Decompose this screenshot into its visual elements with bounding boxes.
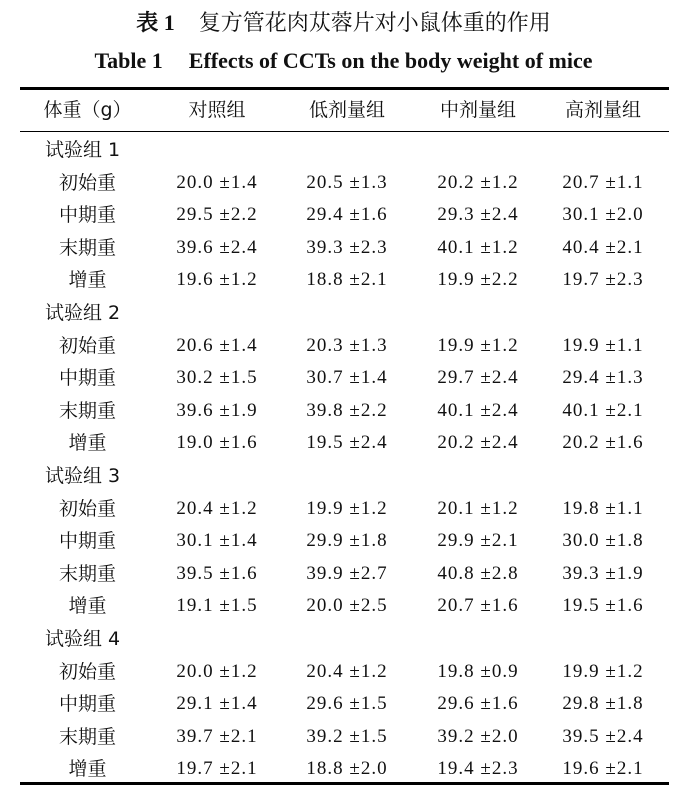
table-cell: 18.8 ±2.1 [306, 269, 388, 291]
table-cell: 29.9 ±1.8 [306, 530, 388, 552]
row-label: 初始重 [58, 171, 116, 194]
table-cell: 30.0 ±1.8 [562, 530, 644, 552]
table-cell: 39.5 ±1.6 [176, 562, 258, 584]
table-cell: 19.7 ±2.1 [176, 758, 258, 780]
row-label: 中期重 [58, 204, 116, 227]
table-title-cn: 复方管花肉苁蓉片对小鼠体重的作用 [198, 11, 551, 36]
table-cell: 29.9 ±2.1 [437, 530, 519, 552]
top-rule [20, 87, 669, 90]
header-low-dose: 低剂量组 [308, 99, 385, 121]
table-cell: 39.6 ±1.9 [176, 399, 258, 421]
table-row [0, 525, 687, 557]
header-high-dose: 高剂量组 [564, 99, 641, 121]
table-caption-chinese [0, 6, 687, 37]
table-row [0, 362, 687, 394]
table-cell: 29.6 ±1.5 [306, 693, 388, 715]
table-row [0, 753, 687, 785]
table-cell: 39.3 ±1.9 [562, 562, 644, 584]
row-label: 中期重 [58, 367, 116, 390]
header-mid-dose: 中剂量组 [439, 99, 516, 121]
table-cell: 20.7 ±1.1 [562, 171, 644, 193]
table-cell: 19.7 ±2.3 [562, 269, 644, 291]
table-cell: 30.1 ±1.4 [176, 530, 258, 552]
table-cell: 19.5 ±1.6 [562, 595, 644, 617]
table-row [0, 199, 687, 231]
table-cell: 20.2 ±1.2 [437, 171, 519, 193]
table-cell: 40.1 ±2.4 [437, 399, 519, 421]
table-cell: 19.0 ±1.6 [176, 432, 258, 454]
table-cell: 40.4 ±2.1 [562, 236, 644, 258]
table-cell: 39.6 ±2.4 [176, 236, 258, 258]
table-cell: 39.2 ±1.5 [306, 725, 388, 747]
group-row [0, 134, 687, 166]
table-cell: 20.7 ±1.6 [437, 595, 519, 617]
table-row [0, 167, 687, 199]
table-cell: 29.4 ±1.3 [562, 367, 644, 389]
table-cell: 39.2 ±2.0 [437, 725, 519, 747]
row-label: 中期重 [58, 693, 116, 716]
row-label: 初始重 [58, 497, 116, 520]
table-row [0, 558, 687, 590]
row-label: 末期重 [58, 562, 116, 585]
table-cell: 19.6 ±2.1 [562, 758, 644, 780]
table-cell: 40.1 ±1.2 [437, 236, 519, 258]
table-cell: 19.9 ±1.2 [437, 334, 519, 356]
row-label: 增重 [68, 269, 107, 292]
table-cell: 39.8 ±2.2 [306, 399, 388, 421]
table-cell: 19.9 ±2.2 [437, 269, 519, 291]
table-cell: 20.5 ±1.3 [306, 171, 388, 193]
table-cell: 40.8 ±2.8 [437, 562, 519, 584]
header-weight: 体重（g） [43, 99, 132, 121]
table-row [0, 493, 687, 525]
table-cell: 20.0 ±2.5 [306, 595, 388, 617]
header-row [0, 94, 687, 126]
table-cell: 39.3 ±2.3 [306, 236, 388, 258]
group-row [0, 623, 687, 655]
table-cell: 30.2 ±1.5 [176, 367, 258, 389]
table-cell: 30.7 ±1.4 [306, 367, 388, 389]
table-cell: 30.1 ±2.0 [562, 204, 644, 226]
bottom-rule [20, 782, 669, 785]
table-row [0, 656, 687, 688]
row-label: 增重 [68, 758, 107, 781]
group-label: 试验组 2 [45, 302, 121, 324]
header-rule [20, 131, 669, 132]
table-cell: 29.8 ±1.8 [562, 693, 644, 715]
table-cell: 40.1 ±2.1 [562, 399, 644, 421]
table-cell: 19.4 ±2.3 [437, 758, 519, 780]
table-cell: 29.7 ±2.4 [437, 367, 519, 389]
table-row [0, 330, 687, 362]
table-cell: 29.6 ±1.6 [437, 693, 519, 715]
table-cell: 19.6 ±1.2 [176, 269, 258, 291]
row-label: 初始重 [58, 660, 116, 683]
table-cell: 39.5 ±2.4 [562, 725, 644, 747]
table-row [0, 232, 687, 264]
table-cell: 29.1 ±1.4 [176, 693, 258, 715]
table-cell: 20.2 ±2.4 [437, 432, 519, 454]
table-cell: 20.0 ±1.4 [176, 171, 258, 193]
table-row [0, 395, 687, 427]
table-number-en: Table 1 [94, 48, 163, 73]
table-cell: 20.4 ±1.2 [306, 660, 388, 682]
group-label: 试验组 3 [45, 465, 121, 487]
table-cell: 19.1 ±1.5 [176, 595, 258, 617]
row-label: 初始重 [58, 334, 116, 357]
table-cell: 20.1 ±1.2 [437, 497, 519, 519]
row-label: 增重 [68, 595, 107, 618]
group-label: 试验组 4 [45, 628, 121, 650]
table-caption-english [0, 48, 687, 74]
group-row [0, 460, 687, 492]
table-cell: 29.3 ±2.4 [437, 204, 519, 226]
row-label: 增重 [68, 432, 107, 455]
table-cell: 20.0 ±1.2 [176, 660, 258, 682]
table-title-en: Effects of CCTs on the body weight of mice [188, 48, 593, 73]
table-cell: 19.8 ±1.1 [562, 497, 644, 519]
row-label: 末期重 [58, 399, 116, 422]
table-row [0, 264, 687, 296]
table-cell: 20.3 ±1.3 [306, 334, 388, 356]
table-cell: 19.5 ±2.4 [306, 432, 388, 454]
row-label: 中期重 [58, 530, 116, 553]
table-cell: 20.6 ±1.4 [176, 334, 258, 356]
table-row [0, 427, 687, 459]
table-row [0, 721, 687, 753]
row-label: 末期重 [58, 236, 116, 259]
table-row [0, 688, 687, 720]
table-cell: 18.8 ±2.0 [306, 758, 388, 780]
table-cell: 29.5 ±2.2 [176, 204, 258, 226]
table-number-cn: 表 1 [136, 10, 175, 35]
table-cell: 39.9 ±2.7 [306, 562, 388, 584]
table-cell: 20.2 ±1.6 [562, 432, 644, 454]
header-control: 对照组 [188, 99, 246, 121]
table-cell: 19.9 ±1.1 [562, 334, 644, 356]
table-cell: 19.9 ±1.2 [306, 497, 388, 519]
table-cell: 19.9 ±1.2 [562, 660, 644, 682]
table-cell: 19.8 ±0.9 [437, 660, 519, 682]
table-cell: 39.7 ±2.1 [176, 725, 258, 747]
row-label: 末期重 [58, 725, 116, 748]
table-cell: 20.4 ±1.2 [176, 497, 258, 519]
table-row [0, 590, 687, 622]
group-label: 试验组 1 [45, 139, 121, 161]
table-cell: 29.4 ±1.6 [306, 204, 388, 226]
group-row [0, 297, 687, 329]
